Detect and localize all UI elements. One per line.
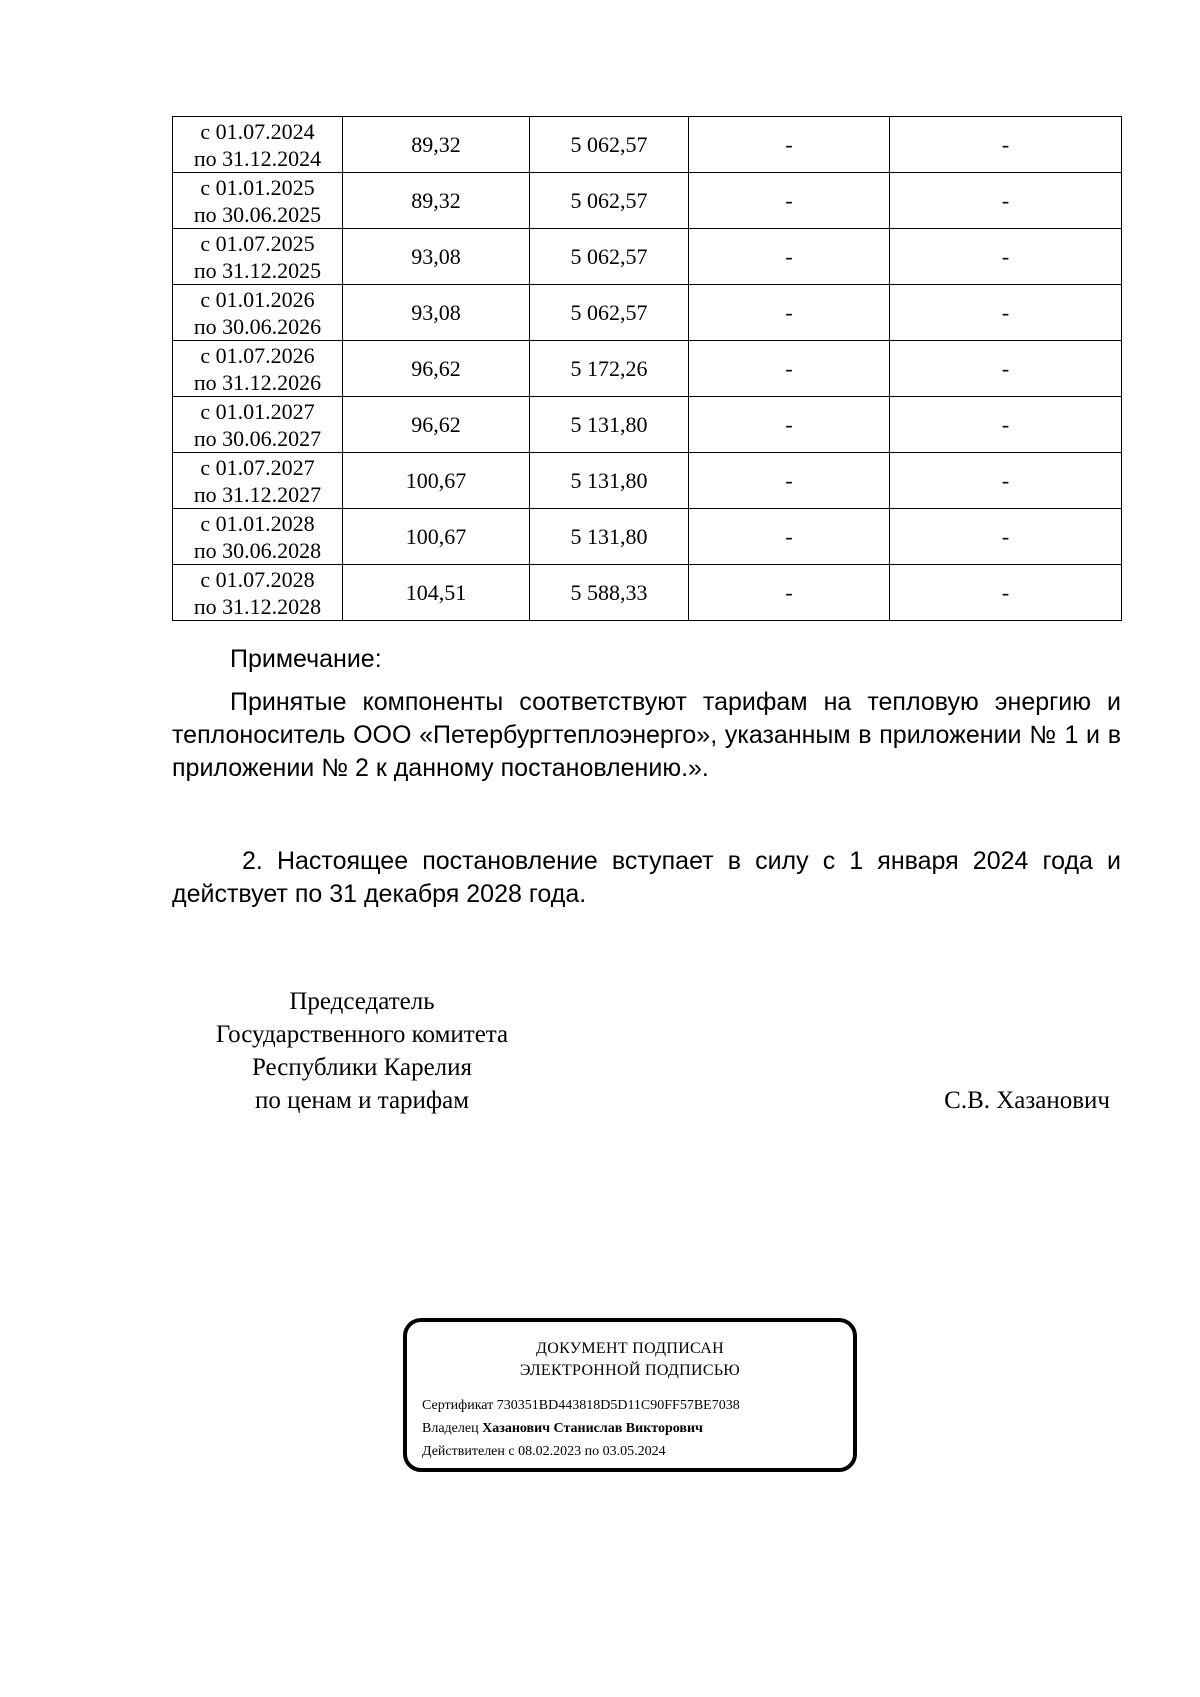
value-cell-5: - xyxy=(890,285,1122,341)
period-from: с 01.07.2027 xyxy=(200,454,315,480)
period-cell xyxy=(173,117,343,173)
table-row xyxy=(173,229,1122,285)
value-cell-4: - xyxy=(689,229,890,285)
signer-title xyxy=(172,985,552,1117)
valid-label: Действителен с xyxy=(422,1444,515,1459)
value-cell-4: - xyxy=(689,509,890,565)
valid-from: 08.02.2023 xyxy=(518,1444,582,1459)
period-to: по 31.12.2025 xyxy=(193,257,322,283)
period-from: с 01.01.2026 xyxy=(200,286,315,312)
period-to: по 30.06.2026 xyxy=(193,313,322,339)
stamp-heading xyxy=(407,1338,853,1382)
period-cell xyxy=(173,229,343,285)
value-cell-2: 96,62 xyxy=(343,341,530,397)
value-cell-2: 100,67 xyxy=(343,509,530,565)
value-cell-3: 5 062,57 xyxy=(530,173,689,229)
table-row xyxy=(173,173,1122,229)
value-cell-5: - xyxy=(890,397,1122,453)
stamp-owner-line xyxy=(422,1417,853,1440)
signer-title-line: по ценам и тарифам xyxy=(254,1087,470,1114)
period-from: с 01.07.2026 xyxy=(200,342,315,368)
note-title: Примечание: xyxy=(230,645,382,673)
signer-title-line: Председатель xyxy=(289,988,435,1015)
value-cell-2: 89,32 xyxy=(343,117,530,173)
value-cell-4: - xyxy=(689,453,890,509)
period-to: по 30.06.2025 xyxy=(193,201,322,227)
value-cell-5: - xyxy=(890,173,1122,229)
value-cell-4: - xyxy=(689,397,890,453)
signer-title-line: Республики Карелия xyxy=(251,1054,473,1081)
value-cell-3: 5 131,80 xyxy=(530,509,689,565)
period-cell xyxy=(173,509,343,565)
period-to: по 31.12.2028 xyxy=(193,593,322,619)
tariff-table xyxy=(172,116,1122,621)
stamp-heading-line-1: ДОКУМЕНТ ПОДПИСАН xyxy=(536,1340,724,1357)
value-cell-3: 5 062,57 xyxy=(530,229,689,285)
value-cell-5: - xyxy=(890,509,1122,565)
tariff-table-body xyxy=(173,117,1122,621)
value-cell-4: - xyxy=(689,341,890,397)
value-cell-2: 104,51 xyxy=(343,565,530,621)
period-cell xyxy=(173,341,343,397)
value-cell-3: 5 062,57 xyxy=(530,285,689,341)
value-cell-3: 5 172,26 xyxy=(530,341,689,397)
period-from: с 01.01.2027 xyxy=(200,398,315,424)
value-cell-5: - xyxy=(890,117,1122,173)
table-row xyxy=(173,509,1122,565)
value-cell-5: - xyxy=(890,229,1122,285)
period-from: с 01.01.2028 xyxy=(200,510,315,536)
owner-label: Владелец xyxy=(422,1421,479,1436)
table-row xyxy=(173,117,1122,173)
table-row xyxy=(173,285,1122,341)
value-cell-3: 5 588,33 xyxy=(530,565,689,621)
valid-to: 03.05.2024 xyxy=(602,1444,666,1459)
electronic-signature-stamp xyxy=(403,1318,857,1472)
signer-name: С.В. Хазанович xyxy=(944,1087,1110,1114)
table-row xyxy=(173,565,1122,621)
stamp-details xyxy=(422,1394,853,1463)
period-to: по 31.12.2024 xyxy=(193,145,322,171)
table-row xyxy=(173,453,1122,509)
table-row xyxy=(173,341,1122,397)
stamp-certificate-line xyxy=(422,1394,853,1417)
period-to: по 31.12.2027 xyxy=(193,481,322,507)
value-cell-4: - xyxy=(689,173,890,229)
period-cell xyxy=(173,397,343,453)
certificate-label: Сертификат xyxy=(422,1398,494,1413)
period-to: по 30.06.2027 xyxy=(193,425,322,451)
value-cell-3: 5 131,80 xyxy=(530,397,689,453)
certificate-value: 730351BD443818D5D11C90FF57BE7038 xyxy=(496,1398,740,1413)
note-text: Принятые компоненты соответствуют тарифам на тепловую энергию и теплоноситель ООО «Петербургтеплоэнерго», указанным в приложении № 1 и в приложении № 2 к данному постановлению.». xyxy=(172,688,1121,782)
table-row xyxy=(173,397,1122,453)
value-cell-2: 93,08 xyxy=(343,285,530,341)
owner-value: Хазанович Станислав Викторович xyxy=(482,1421,703,1436)
period-from: с 01.07.2024 xyxy=(200,118,315,144)
period-from: с 01.01.2025 xyxy=(200,174,315,200)
value-cell-4: - xyxy=(689,285,890,341)
value-cell-5: - xyxy=(890,565,1122,621)
period-cell xyxy=(173,565,343,621)
value-cell-2: 96,62 xyxy=(343,397,530,453)
value-cell-3: 5 131,80 xyxy=(530,453,689,509)
period-to: по 31.12.2026 xyxy=(193,369,322,395)
period-from: с 01.07.2025 xyxy=(200,230,315,256)
period-from: с 01.07.2028 xyxy=(200,566,315,592)
effective-date-paragraph: 2. Настоящее постановление вступает в силу с 1 января 2024 года и действует по 31 декабря 2028 года. xyxy=(172,847,1121,908)
stamp-validity-line xyxy=(422,1440,853,1463)
value-cell-2: 100,67 xyxy=(343,453,530,509)
stamp-heading-line-2: ЭЛЕКТРОННОЙ ПОДПИСЬЮ xyxy=(519,1362,741,1379)
period-cell xyxy=(173,173,343,229)
value-cell-5: - xyxy=(890,453,1122,509)
value-cell-4: - xyxy=(689,117,890,173)
period-cell xyxy=(173,453,343,509)
signer-title-line: Государственного комитета xyxy=(215,1021,509,1048)
period-cell xyxy=(173,285,343,341)
value-cell-5: - xyxy=(890,341,1122,397)
value-cell-2: 93,08 xyxy=(343,229,530,285)
value-cell-2: 89,32 xyxy=(343,173,530,229)
value-cell-4: - xyxy=(689,565,890,621)
period-to: по 30.06.2028 xyxy=(193,537,322,563)
valid-to-label: по xyxy=(584,1444,600,1459)
value-cell-3: 5 062,57 xyxy=(530,117,689,173)
